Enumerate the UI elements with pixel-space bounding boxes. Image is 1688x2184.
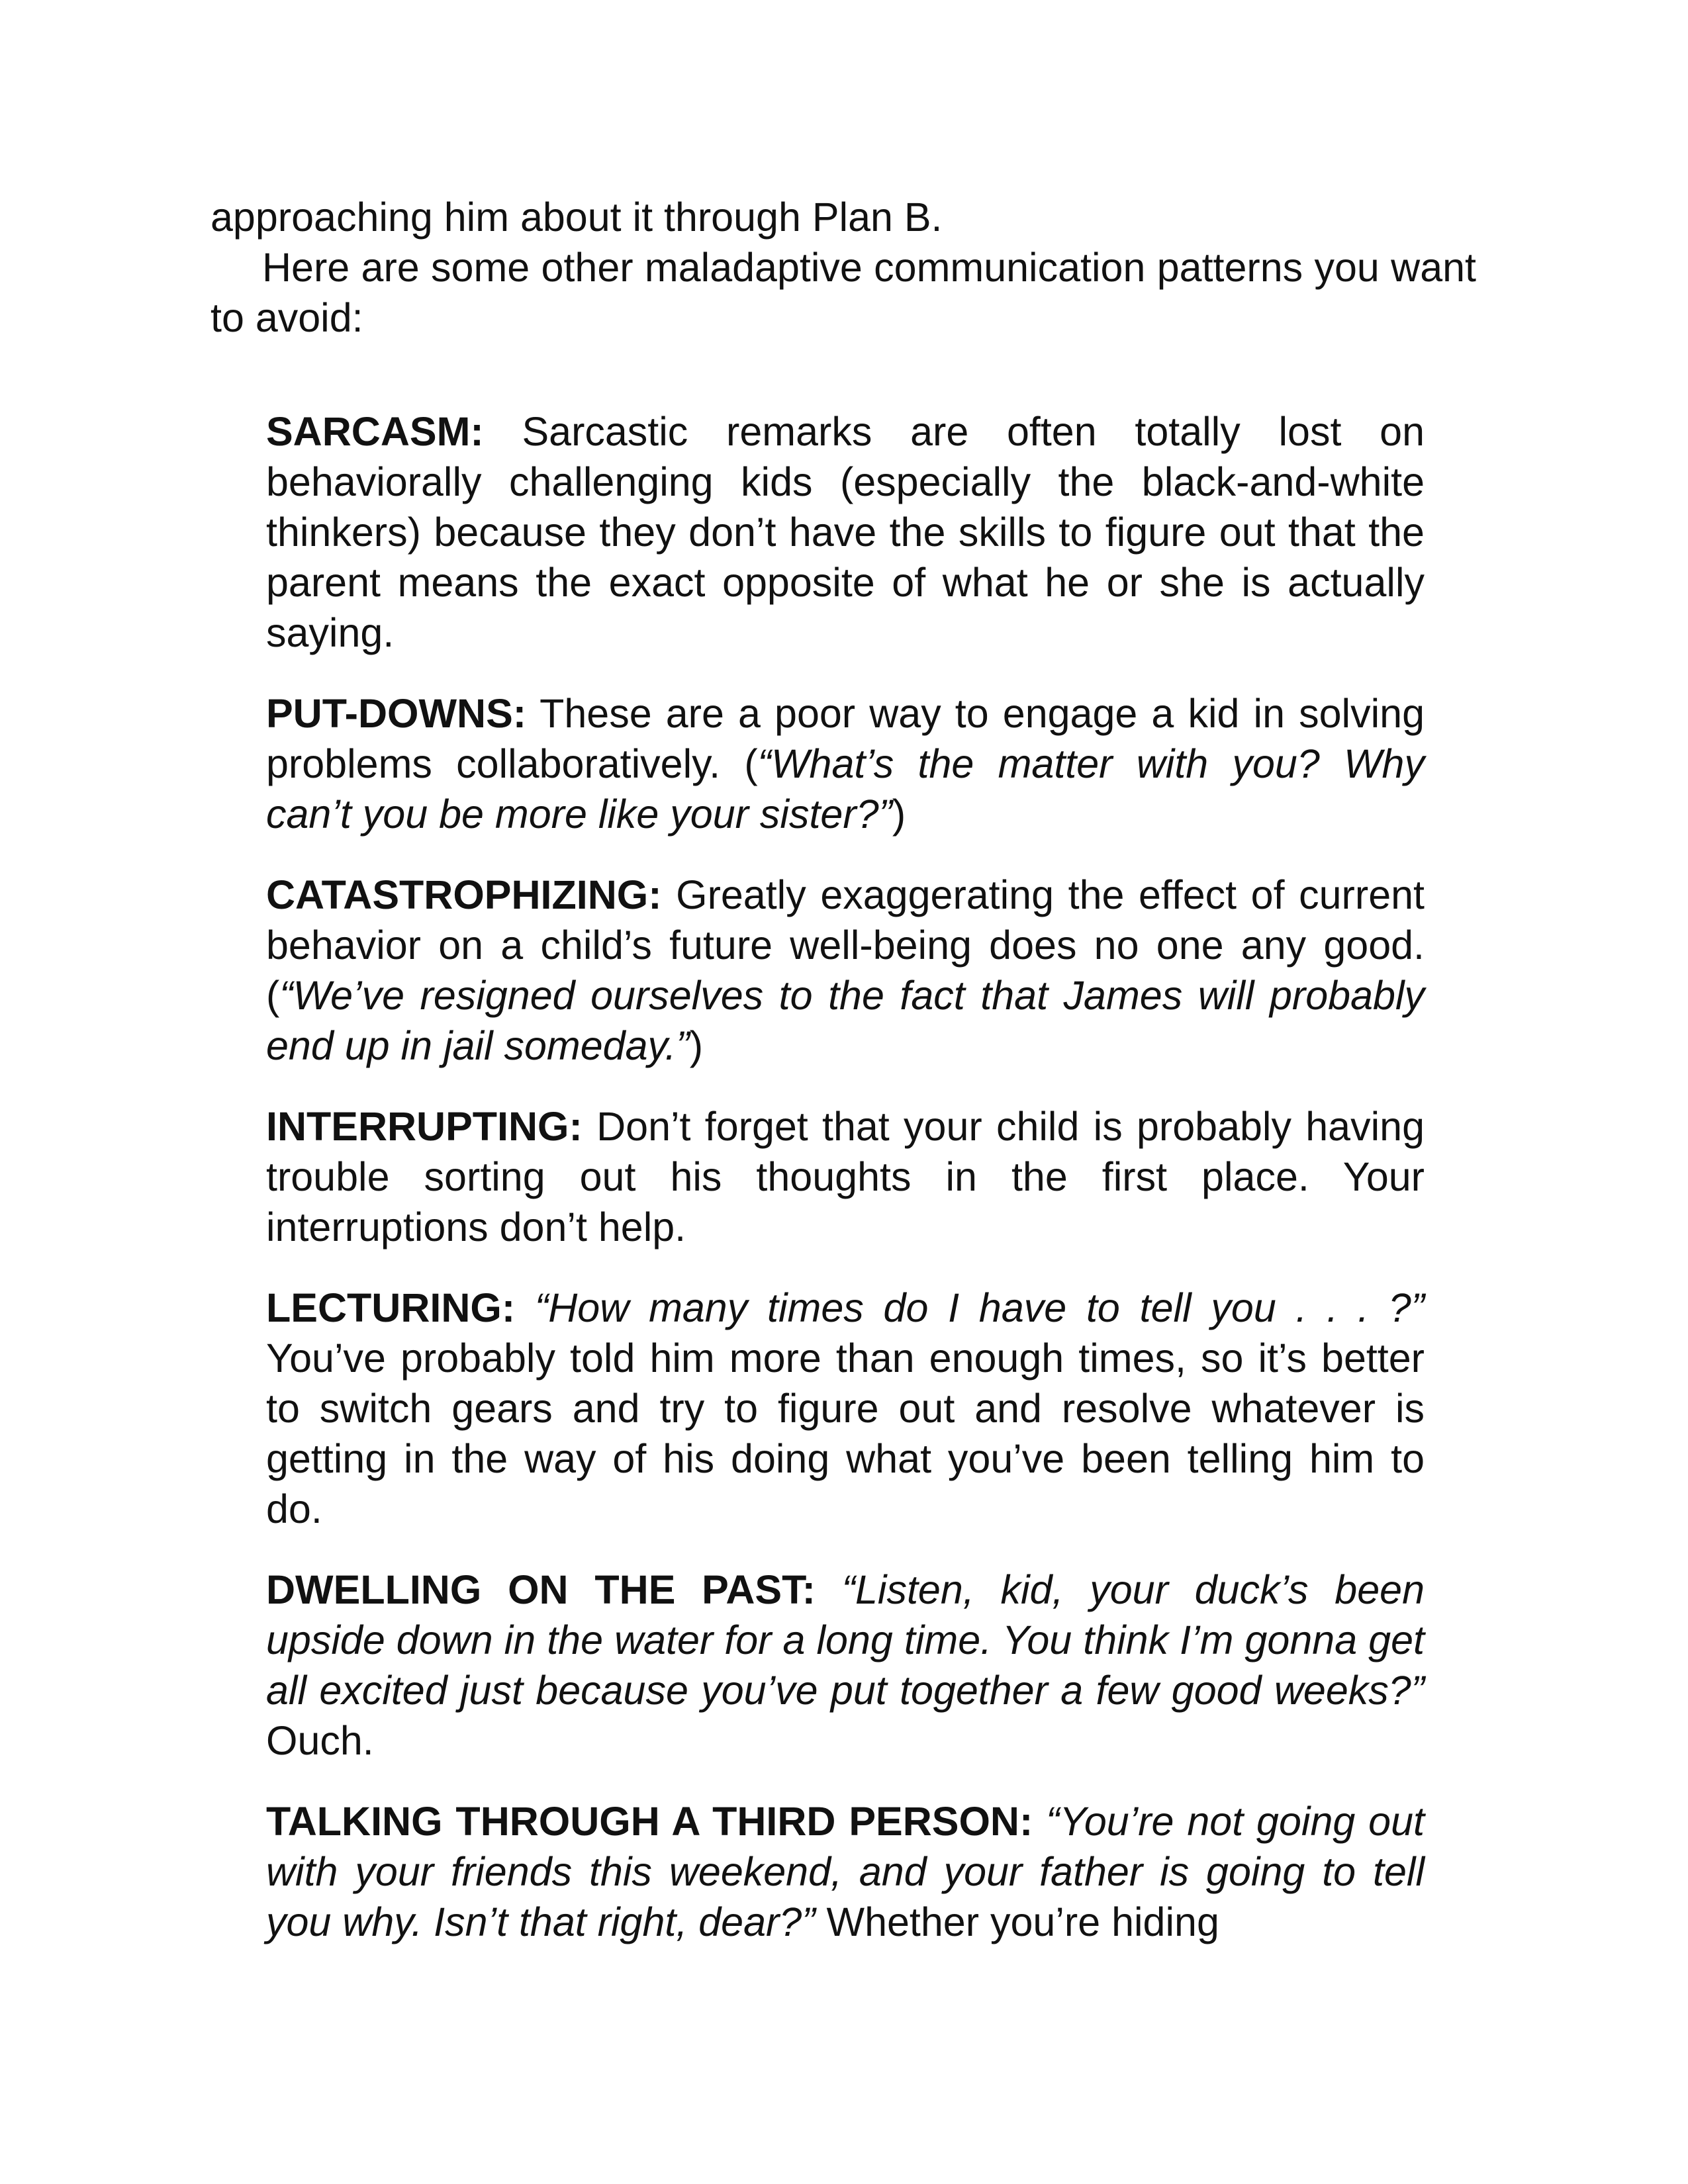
pattern-list xyxy=(266,406,1425,1947)
entry-term: LECTURING: xyxy=(266,1285,516,1330)
entry-term: PUT-DOWNS: xyxy=(266,691,527,736)
entry-quote: “What’s the matter with you? Why can’t you be more like your sister?” xyxy=(266,741,1425,837)
intro-paragraph: Here are some other maladaptive communication patterns you want to avoid: xyxy=(211,245,1476,340)
entry-text xyxy=(515,1285,535,1330)
entry-term: TALKING THROUGH A THIRD PERSON: xyxy=(266,1799,1033,1844)
entry-after: You’ve probably told him more than enough times, so it’s better to switch gears and try to figure out and resolve whatever is getting in the way of his doing what you’ve been telling him to do. xyxy=(266,1336,1425,1531)
entry-term: CATASTROPHIZING: xyxy=(266,872,662,917)
entry-text: Sarcastic remarks are often totally lost on behaviorally challenging kids (especially the black-and-white thinkers) because they don’t have the skills to figure out that the parent means the exact opposite of what he or she is actually saying. xyxy=(266,409,1425,655)
entry-interrupting xyxy=(266,1101,1425,1252)
entry-text xyxy=(816,1567,842,1612)
entry-term: SARCASM: xyxy=(266,409,484,454)
entry-dwelling-on-the-past xyxy=(266,1565,1425,1766)
entry-catastrophizing xyxy=(266,870,1425,1071)
entry-lecturing xyxy=(266,1283,1425,1534)
entry-after: Ouch. xyxy=(266,1718,374,1763)
entry-text xyxy=(1033,1799,1046,1844)
entry-term: INTERRUPTING: xyxy=(266,1104,583,1149)
entry-term: DWELLING ON THE PAST: xyxy=(266,1567,816,1612)
entry-after: Whether you’re hiding xyxy=(815,1899,1219,1944)
entry-talking-through-third-person xyxy=(266,1796,1425,1947)
entry-sarcasm xyxy=(266,406,1425,658)
entry-after: ) xyxy=(689,1023,704,1068)
entry-quote: “You’re not going out with your friends this weekend, and your father is going to tell you why. Isn’t that right, dear?” xyxy=(266,1799,1425,1944)
intro-continuation: approaching him about it through Plan B. xyxy=(211,195,943,240)
page-body xyxy=(211,192,1476,1978)
entry-after: ) xyxy=(892,792,906,837)
entry-quote: “How many times do I have to tell you . . . ?” xyxy=(534,1285,1425,1330)
entry-put-downs xyxy=(266,688,1425,839)
entry-quote: “Listen, kid, your duck’s been upside down in the water for a long time. You think I’m gonna get all excited just because you’ve put together a few good weeks?” xyxy=(266,1567,1425,1713)
entry-text: These are a poor way to engage a kid in solving problems collaboratively. ( xyxy=(266,691,1425,786)
entry-text: Greatly exaggerating the effect of current behavior on a child’s future well-being does no one any good. ( xyxy=(266,872,1425,1018)
entry-quote: “We’ve resigned ourselves to the fact that James will probably end up in jail someday.” xyxy=(266,973,1425,1068)
entry-text: Don’t forget that your child is probably having trouble sorting out his thoughts in the first place. Your interruptions don’t help. xyxy=(266,1104,1425,1250)
